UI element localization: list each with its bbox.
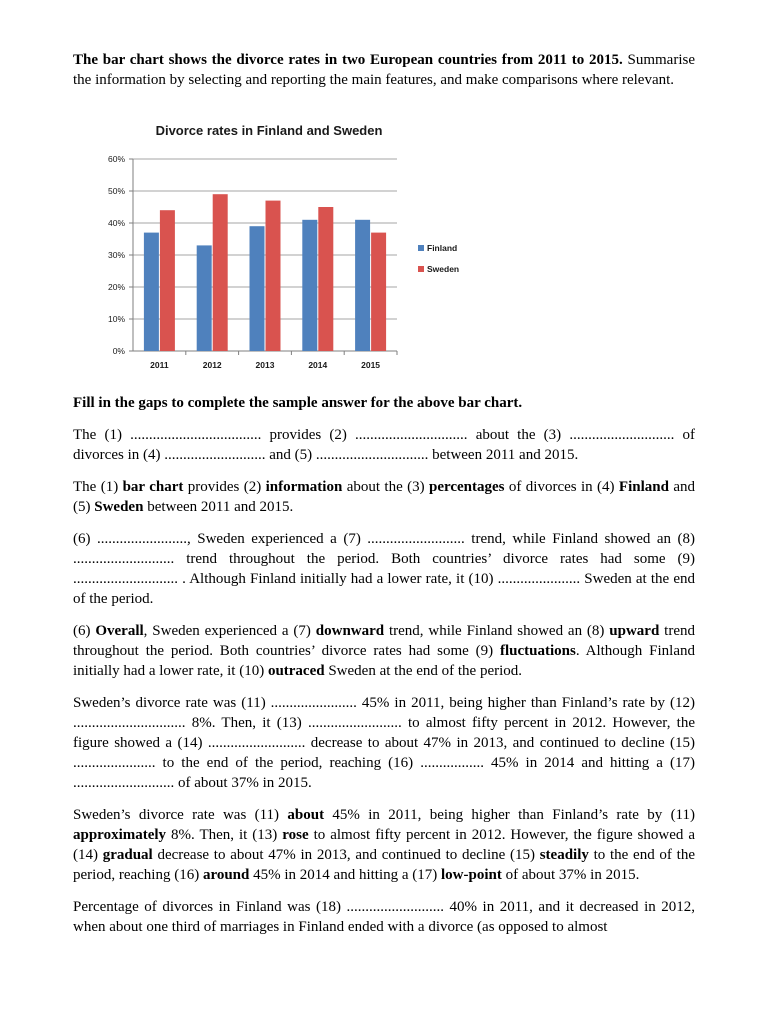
paragraph-text: trend throughout the period. Both countries’ divorce rates had some (9) <box>73 623 695 659</box>
answer-paragraph <box>73 897 695 937</box>
paragraph-text: The (1) <box>73 479 123 495</box>
y-tick-label: 0% <box>112 346 125 356</box>
paragraph-text: (6) <box>73 623 96 639</box>
answer-paragraph <box>73 621 695 681</box>
paragraph-text: (6) ........................, Sweden experienced a (7) .......................... trend, while Finland showed an (8) ........................... trend throughout the period. Both countries’ divorce rates had some (9) ............................ . Although Finland initially had a lower rate, it (10) ...................... Sweden at the end of the period. <box>73 531 695 607</box>
task-heading-text: Fill in the gaps to complete the sample answer for the above bar chart. <box>73 395 523 411</box>
task-prompt-bold: The bar chart shows the divorce rates in two European countries from 2011 to 2015. <box>73 52 623 68</box>
answer-word: information <box>265 479 343 495</box>
bar-finland-2011 <box>144 233 159 351</box>
answer-word: percentages <box>428 479 505 495</box>
paragraph-text: 45% in 2011, being higher than Finland’s rate by (11) <box>324 807 696 823</box>
paragraph-text: Sweden’s divorce rate was (11) ....................... 45% in 2011, being higher than Finland’s rate by (12) .............................. 8%. Then, it (13) ......................... to almost fifty percent in 2012. However, the figure showed a (14) .......................... decrease to about 47% in 2013, and continued to decline (15) ...................... to the end of the period, reaching (16) ................. 45% in 2014 and hitting a (17) ........................... of about 37% in 2015. <box>73 695 695 791</box>
legend-label-sweden: Sweden <box>427 264 460 274</box>
bar-sweden-2013 <box>266 201 281 351</box>
y-tick-label: 50% <box>107 186 125 196</box>
paragraph-text: . Although Finland initially had a lower rate, it (10) <box>73 643 695 679</box>
bar-sweden-2011 <box>160 210 175 351</box>
answer-word: approximately <box>73 827 167 843</box>
paragraph-text: , Sweden experienced a (7) <box>143 623 316 639</box>
answer-word: rose <box>282 827 309 843</box>
bar-sweden-2015 <box>371 233 386 351</box>
bar-finland-2014 <box>302 220 317 351</box>
chart-title: Divorce rates in Finland and Sweden <box>155 123 383 138</box>
answer-paragraph <box>73 477 695 517</box>
answer-word: Sweden <box>94 499 144 515</box>
x-tick-label: 2012 <box>202 360 222 370</box>
x-tick-label: 2014 <box>308 360 328 370</box>
answer-word: bar chart <box>122 479 184 495</box>
paragraph-text: 45% in 2014 and hitting a (17) <box>249 867 442 883</box>
x-tick-label: 2013 <box>255 360 275 370</box>
answer-paragraph <box>73 693 695 793</box>
paragraph-text: Percentage of divorces in Finland was (18) .......................... 40% in 2011, and it decreased in 2012, when about one third of marriages in Finland ended with a divorce (as opposed to almost <box>73 899 695 935</box>
x-tick-label: 2015 <box>361 360 381 370</box>
answer-paragraphs <box>73 425 695 937</box>
bar-finland-2013 <box>250 226 265 351</box>
paragraph-text: provides (2) <box>183 479 266 495</box>
answer-word: steadily <box>539 847 589 863</box>
answer-paragraph <box>73 425 695 465</box>
paragraph-text: to almost fifty percent in 2012. However, the figure showed a (14) <box>73 827 696 863</box>
bar-sweden-2012 <box>213 194 228 351</box>
paragraph-text: about the (3) <box>342 479 429 495</box>
answer-word: low-point <box>441 867 502 883</box>
paragraph-text: decrease to about 47% in 2013, and continued to decline (15) <box>152 847 540 863</box>
bar-finland-2015 <box>355 220 370 351</box>
legend-label-finland: Finland <box>427 243 458 253</box>
paragraph-text: to the end of the period, reaching (16) <box>73 847 695 883</box>
task-prompt-rest: Summarise the information by selecting and reporting the main features, and make comparisons where relevant. <box>73 52 695 88</box>
y-tick-label: 30% <box>107 250 125 260</box>
paragraph-text: Sweden at the end of the period. <box>324 663 523 679</box>
paragraph-text: 8%. Then, it (13) <box>166 827 283 843</box>
y-tick-label: 60% <box>107 154 125 164</box>
task-heading <box>73 393 695 413</box>
answer-paragraph <box>73 529 695 609</box>
paragraph-text: and (5) <box>73 479 695 515</box>
answer-word: around <box>202 867 250 883</box>
answer-word: fluctuations <box>500 643 576 659</box>
legend-swatch-finland <box>418 245 424 251</box>
y-tick-label: 40% <box>107 218 125 228</box>
y-tick-label: 10% <box>107 314 125 324</box>
paragraph-text: The (1) ................................... provides (2) .............................. about the (3) ............................ of divorces in (4) ........................... and (5) .............................. between 2011 and 2015. <box>73 427 695 463</box>
answer-word: about <box>287 807 325 823</box>
bar-chart-svg <box>87 113 487 375</box>
paragraph-text: of about 37% in 2015. <box>501 867 640 883</box>
document-page <box>73 50 695 937</box>
x-tick-label: 2011 <box>150 360 169 370</box>
answer-word: outraced <box>267 663 325 679</box>
paragraph-text: between 2011 and 2015. <box>143 499 294 515</box>
bar-finland-2012 <box>197 245 212 351</box>
paragraph-text: trend, while Finland showed an (8) <box>384 623 610 639</box>
answer-word: Overall <box>95 623 144 639</box>
legend-swatch-sweden <box>418 266 424 272</box>
y-tick-label: 20% <box>107 282 125 292</box>
answer-word: Finland <box>618 479 669 495</box>
paragraph-text: Sweden’s divorce rate was (11) <box>73 807 288 823</box>
bar-chart <box>87 113 487 375</box>
answer-word: gradual <box>102 847 153 863</box>
paragraph-text: of divorces in (4) <box>504 479 619 495</box>
answer-word: upward <box>609 623 660 639</box>
answer-word: downward <box>315 623 385 639</box>
answer-paragraph <box>73 805 695 885</box>
task-prompt <box>73 50 695 90</box>
bar-sweden-2014 <box>318 207 333 351</box>
